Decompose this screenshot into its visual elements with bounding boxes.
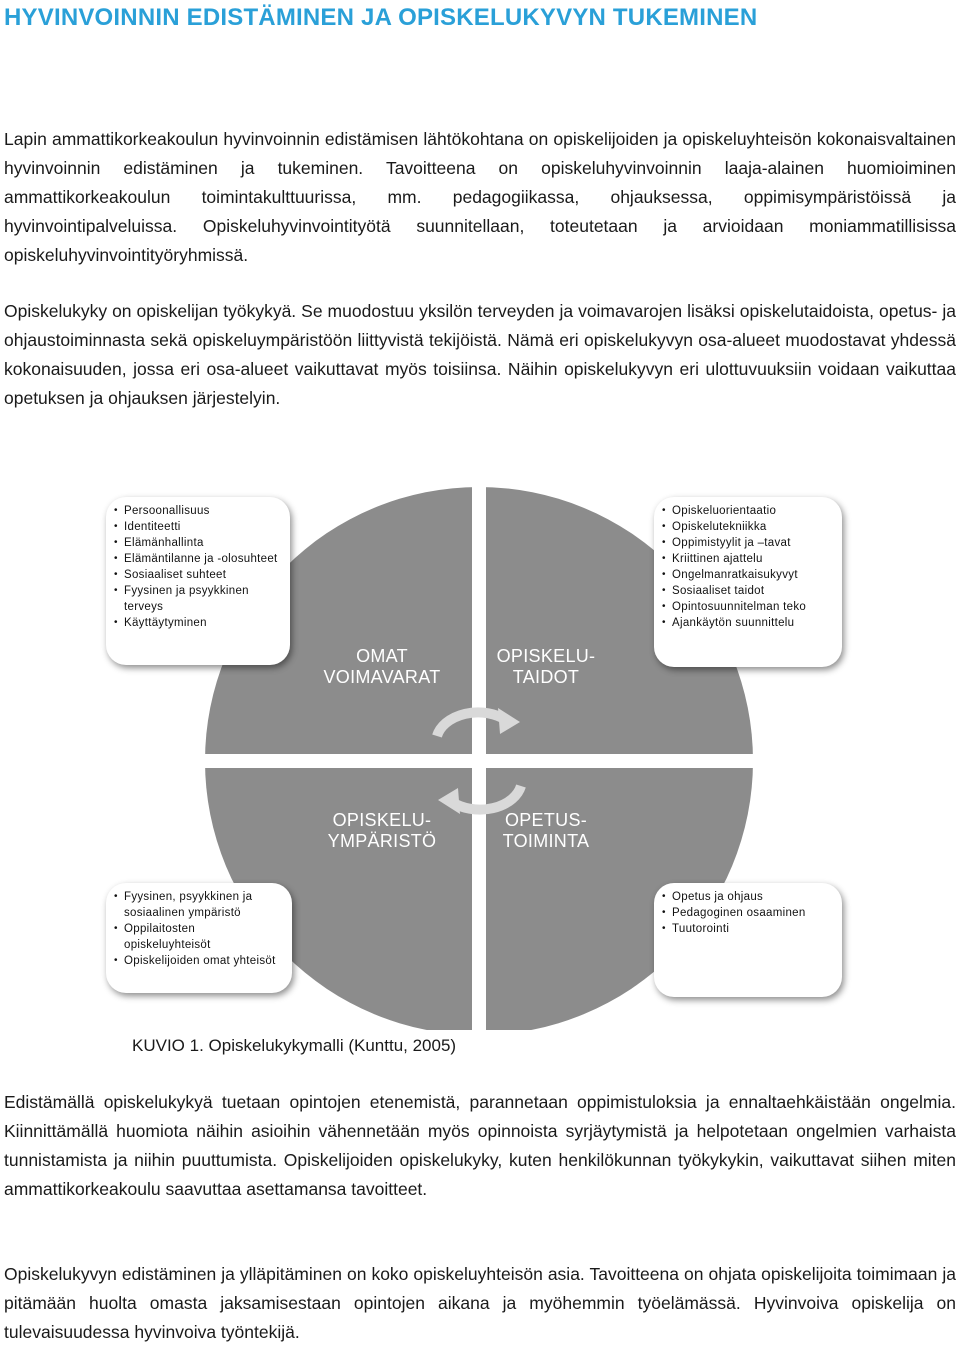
list-item: • Kriittinen ajattelu <box>662 551 834 567</box>
quadrant-label-opiskelutaidot: OPISKELU- TAIDOT <box>496 646 596 687</box>
list-item: • Tuutorointi <box>662 921 834 937</box>
paragraph-edistaminen: Edistämällä opiskelukykyä tuetaan opintojen etenemistä, parannetaan oppimistuloksia ja ennaltaehkäistään ongelmia. Kiinnittämällä huomiota näihin asioihin vähennetään myös opinnoista syrjäytymistä ja helpotetaan ongelmien varhaista tunnistamista ja niihin puuttumista. Opiskelijoiden opiskelukyky, kuten henkilökunnan työkykykin, vaikuttavat siihen miten ammattikorkeakoulu saavuttaa asettamansa tavoitteet. <box>4 1092 956 1199</box>
list-item: • Opiskeluorientaatio <box>662 503 834 519</box>
list-item: • Opintosuunnitelman teko <box>662 599 834 615</box>
list-item: • Pedagoginen osaaminen <box>662 905 834 921</box>
list-item: • Käyttäytyminen <box>114 615 282 631</box>
list-item: • Opiskelutekniikka <box>662 519 834 535</box>
paragraph-yllapitaminen: Opiskelukyvyn edistäminen ja ylläpitäminen on koko opiskeluyhteisön asia. Tavoitteena on ohjata opiskelijoita toimimaan ja pitämään huolta omasta jaksamisestaan opintojen aikana ja myöhemmin työelämässä. Hyvinvoiva opiskelija on tulevaisuudessa hyvinvoiva työntekijä. <box>4 1264 956 1342</box>
list-item: • Identiteetti <box>114 519 282 535</box>
list-item: • Opetus ja ohjaus <box>662 889 834 905</box>
list-item: • Ajankäytön suunnittelu <box>662 615 834 631</box>
list-item: • Sosiaaliset taidot <box>662 583 834 599</box>
list-item: • Elämäntilanne ja -olosuhteet <box>114 551 282 567</box>
list-item: • Ongelmanratkaisukyvyt <box>662 567 834 583</box>
list-item: • Elämänhallinta <box>114 535 282 551</box>
box-omat-voimavarat <box>106 497 290 665</box>
page-title: HYVINVOINNIN EDISTÄMINEN JA OPISKELUKYVYN TUKEMINEN <box>4 4 758 31</box>
box-opetustoiminta <box>654 883 842 997</box>
quadrant-label-opiskeluymparisto: OPISKELU- YMPÄRISTÖ <box>327 810 437 851</box>
figure-caption: KUVIO 1. Opiskelukykymalli (Kunttu, 2005) <box>132 1036 457 1055</box>
box-opiskelutaidot <box>654 497 842 667</box>
list-item: • Oppimistyylit ja –tavat <box>662 535 834 551</box>
box-opiskeluymparisto <box>106 883 292 993</box>
list-item: • Opiskelijoiden omat yhteisöt <box>114 953 284 969</box>
paragraph-intro: Lapin ammattikorkeakoulun hyvinvoinnin edistämisen lähtökohtana on opiskelijoiden ja opiskeluyhteisön kokonaisvaltainen hyvinvoinnin edistäminen ja tukeminen. Tavoitteena on opiskeluhyvinvoinnin laaja-alainen huomioiminen ammattikorkeakoulun toimintakulttuurissa, mm. pedagogiikassa, ohjauksessa, oppimisympäristöissä ja hyvinvointipalveluissa. Opiskeluhyvinvointityötä suunnitellaan, toteutetaan ja arvioidaan moniammatillisissa opiskeluhyvinvointityöryhmissä. <box>4 129 956 265</box>
list-item: • Sosiaaliset suhteet <box>114 567 282 583</box>
list-item: • Fyysinen ja psyykkinen terveys <box>114 583 282 615</box>
list-item: • Oppilaitosten opiskeluyhteisöt <box>114 921 284 953</box>
quadrant-label-omat-voimavarat: OMAT VOIMAVARAT <box>323 646 441 687</box>
quadrant-label-opetustoiminta: OPETUS- TOIMINTA <box>502 810 590 851</box>
paragraph-opiskelukyky: Opiskelukyky on opiskelijan työkykyä. Se muodostuu yksilön terveyden ja voimavarojen lisäksi opiskelutaidoista, opetus- ja ohjaustoiminnasta sekä opiskeluympäristöön liittyvistä tekijöistä. Nämä eri opiskelukyvyn osa-alueet muodostavat yhdessä kokonaisuuden, jossa eri osa-alueet vaikuttavat myös toisiinsa. Näihin opiskelukyvyn eri ulottuvuuksiin voidaan vaikuttaa opetuksen ja ohjauksen järjestelyin. <box>4 301 956 408</box>
list-item: • Persoonallisuus <box>114 503 282 519</box>
list-item: • Fyysinen, psyykkinen ja sosiaalinen ympäristö <box>114 889 284 921</box>
